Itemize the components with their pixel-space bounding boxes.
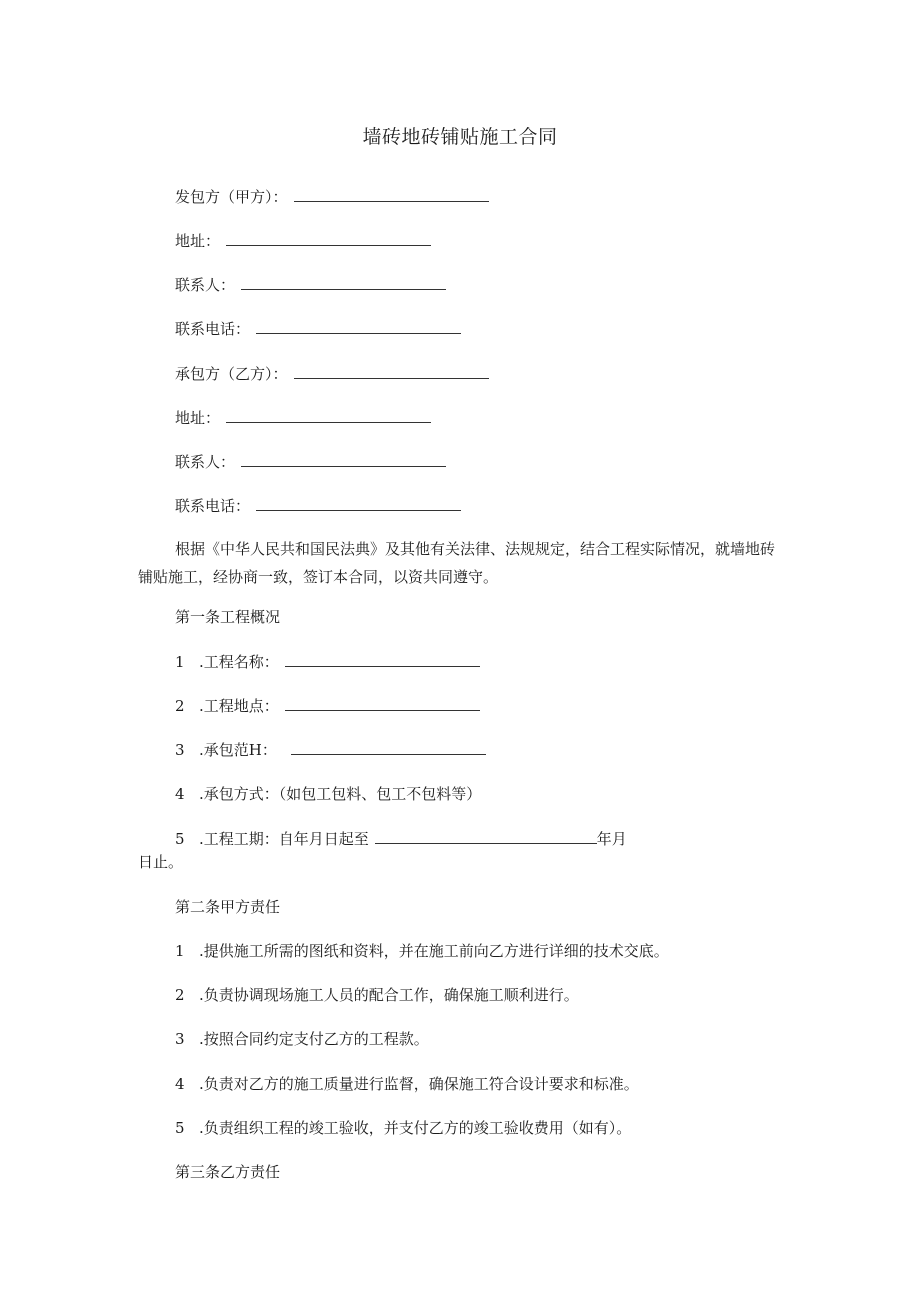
item-number: 1 bbox=[175, 942, 185, 960]
article2-item-3 bbox=[175, 1028, 429, 1050]
article1-item-3 bbox=[175, 738, 486, 761]
party-b-phone-line bbox=[175, 494, 461, 517]
item-number: 3 bbox=[175, 741, 185, 759]
article2-item-1 bbox=[175, 940, 669, 962]
party-a-contact-blank bbox=[241, 273, 446, 290]
item-text: .负责对乙方的施工质量进行监督，确保施工符合设计要求和标准。 bbox=[199, 1075, 639, 1093]
item-number: 2 bbox=[175, 986, 185, 1004]
document-title: 墙砖地砖铺贴施工合同 bbox=[362, 126, 558, 148]
item-text: .工程工期：自年月日起至 bbox=[199, 830, 369, 848]
article1-item-2 bbox=[175, 694, 480, 717]
party-a-label: 发包方（甲方）： bbox=[175, 188, 288, 206]
party-a-phone-label: 联系电话： bbox=[175, 320, 251, 338]
article2-item-4 bbox=[175, 1073, 639, 1095]
item-text: .承包范H： bbox=[199, 741, 277, 759]
preamble-paragraph: 根据《中华人民共和国民法典》及其他有关法律、法规规定，结合工程实际情况，就墙地砖铺贴施工，经协商一致，签订本合同，以资共同遵守。 bbox=[138, 540, 776, 586]
article1-item-1 bbox=[175, 650, 480, 673]
party-b-label: 承包方（乙方）： bbox=[175, 365, 288, 383]
item-text: .工程名称： bbox=[199, 653, 279, 671]
item-text: .承包方式：（如包工包料、包工不包料等） bbox=[199, 785, 482, 803]
item-suffix: 年月 bbox=[596, 830, 627, 848]
item-number: 4 bbox=[175, 785, 185, 803]
item-text: .负责组织工程的竣工验收，并支付乙方的竣工验收费用（如有）。 bbox=[199, 1119, 632, 1137]
item-number: 5 bbox=[175, 830, 185, 848]
article2-item-5 bbox=[175, 1117, 631, 1139]
party-b-blank bbox=[294, 362, 489, 379]
party-a-blank bbox=[294, 185, 489, 202]
item-number: 4 bbox=[175, 1075, 185, 1093]
article2-heading: 第二条甲方责任 bbox=[175, 898, 281, 916]
party-b-phone-label: 联系电话： bbox=[175, 497, 251, 515]
article1-item-4 bbox=[175, 783, 481, 805]
party-b-contact-line bbox=[175, 450, 446, 473]
party-a-phone-line bbox=[175, 317, 461, 340]
item-number: 1 bbox=[175, 653, 185, 671]
party-b-address-blank bbox=[226, 406, 431, 423]
party-a-address-label: 地址： bbox=[175, 232, 221, 250]
party-b-address-line bbox=[175, 406, 431, 429]
party-a-address-line bbox=[175, 229, 431, 252]
party-b-address-label: 地址： bbox=[175, 409, 221, 427]
article3-heading: 第三条乙方责任 bbox=[175, 1163, 281, 1181]
article1-heading: 第一条工程概况 bbox=[175, 608, 281, 626]
article1-item-5 bbox=[175, 827, 627, 850]
party-a-phone-blank bbox=[256, 317, 461, 334]
period-end-blank bbox=[375, 827, 597, 844]
item-number: 5 bbox=[175, 1119, 185, 1137]
party-a-contact-line bbox=[175, 273, 446, 296]
project-location-blank bbox=[285, 694, 480, 711]
item-number: 2 bbox=[175, 697, 185, 715]
party-a-contact-label: 联系人： bbox=[175, 276, 236, 294]
contract-scope-blank bbox=[291, 738, 486, 755]
item-text: .负责协调现场施工人员的配合工作，确保施工顺利进行。 bbox=[199, 986, 579, 1004]
article1-item-5-continuation: 日止。 bbox=[138, 853, 184, 871]
party-b-line bbox=[175, 362, 489, 385]
article2-item-2 bbox=[175, 984, 579, 1006]
party-b-phone-blank bbox=[256, 494, 461, 511]
party-a-line bbox=[175, 185, 489, 208]
item-text: .按照合同约定支付乙方的工程款。 bbox=[199, 1030, 429, 1048]
party-a-address-blank bbox=[226, 229, 431, 246]
item-text: .工程地点： bbox=[199, 697, 279, 715]
project-name-blank bbox=[285, 650, 480, 667]
party-b-contact-label: 联系人： bbox=[175, 453, 236, 471]
item-text: .提供施工所需的图纸和资料，并在施工前向乙方进行详细的技术交底。 bbox=[199, 942, 669, 960]
item-number: 3 bbox=[175, 1030, 185, 1048]
party-b-contact-blank bbox=[241, 450, 446, 467]
